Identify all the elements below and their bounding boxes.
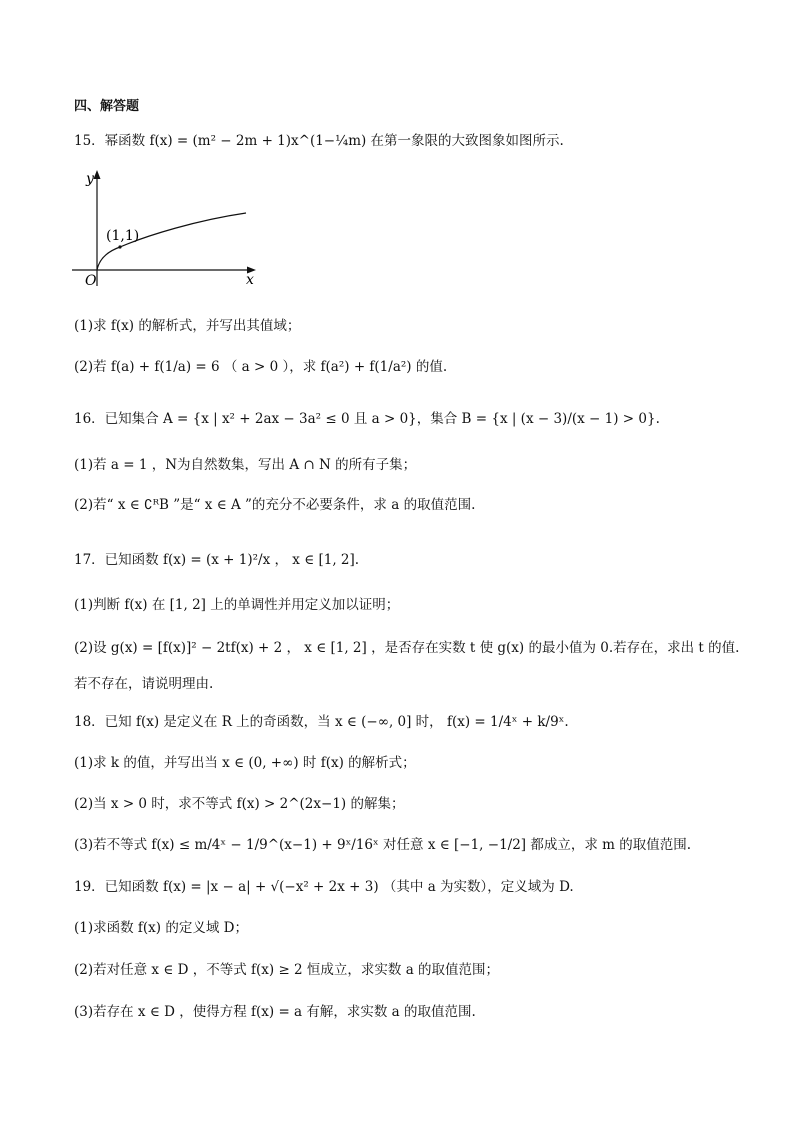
problem-19-q2: (2)若对任意 x ∈ D ，不等式 f(x) ≥ 2 恒成立，求实数 a 的取值范围； [74, 962, 500, 978]
section-heading: 四、解答题 [74, 99, 140, 114]
problem-15-q1: (1)求 f(x) 的解析式，并写出其值域； [74, 318, 301, 334]
problem-17-q2-line2: 若不存在，请说明理由. [74, 676, 214, 692]
problem-15-stem: 15．幂函数 f(x) = (m² − 2m + 1)x^(1−¼m) 在第一象限的大致图象如图所示. [74, 133, 564, 149]
problem-16-q2: (2)若“ x ∈ ∁ᴿB ”是“ x ∈ A ”的充分不必要条件，求 a 的取值范围. [74, 497, 476, 513]
problem-16-q1: (1)若 a = 1 ，N为自然数集，写出 A ∩ N 的所有子集； [74, 457, 417, 473]
problem-16-stem: 16．已知集合 A = {x | x² + 2ax − 3a² ≤ 0 且 a > 0}，集合 B = {x | (x − 3)/(x − 1) > 0}. [74, 411, 660, 427]
point-marker [118, 245, 121, 248]
x-axis-label: x [246, 272, 254, 288]
y-axis-label: y [86, 171, 94, 187]
problem-17-q2-line1: (2)设 g(x) = [f(x)]² − 2tf(x) + 2 ， x ∈ [1, 2] ，是否存在实数 t 使 g(x) 的最小值为 0.若存在，求出 t 的值. [74, 640, 740, 656]
problem-17-stem: 17．已知函数 f(x) = (x + 1)²/x ， x ∈ [1, 2]. [74, 552, 360, 568]
problem-18-q1: (1)求 k 的值，并写出当 x ∈ (0, +∞) 时 f(x) 的解析式； [74, 755, 416, 771]
problem-17-q1: (1)判断 f(x) 在 [1, 2] 上的单调性并用定义加以证明； [74, 597, 400, 613]
origin-label: O [85, 273, 97, 289]
power-function-graph [68, 168, 263, 290]
point-label: (1,1) [106, 228, 140, 244]
problem-19-stem: 19．已知函数 f(x) = |x − a| + √(−x² + 2x + 3) （其中 a 为实数），定义域为 D. [74, 879, 574, 895]
problem-18-q3: (3)若不等式 f(x) ≤ m/4ˣ − 1/9^(x−1) + 9ˣ/16ˣ 对任意 x ∈ [−1, −1/2] 都成立，求 m 的取值范围. [74, 837, 692, 853]
problem-18-q2: (2)当 x > 0 时，求不等式 f(x) > 2^(2x−1) 的解集； [74, 796, 405, 812]
problem-15-q2: (2)若 f(a) + f(1/a) = 6 （ a > 0 ），求 f(a²) + f(1/a²) 的值. [74, 359, 448, 375]
problem-18-stem: 18．已知 f(x) 是定义在 R 上的奇函数，当 x ∈ (−∞, 0] 时， f(x) = 1/4ˣ + k/9ˣ. [74, 714, 569, 730]
problem-19-q1: (1)求函数 f(x) 的定义域 D； [74, 920, 248, 936]
y-axis-arrow [94, 170, 101, 179]
problem-19-q3: (3)若存在 x ∈ D ，使得方程 f(x) = a 有解，求实数 a 的取值范围. [74, 1004, 476, 1020]
